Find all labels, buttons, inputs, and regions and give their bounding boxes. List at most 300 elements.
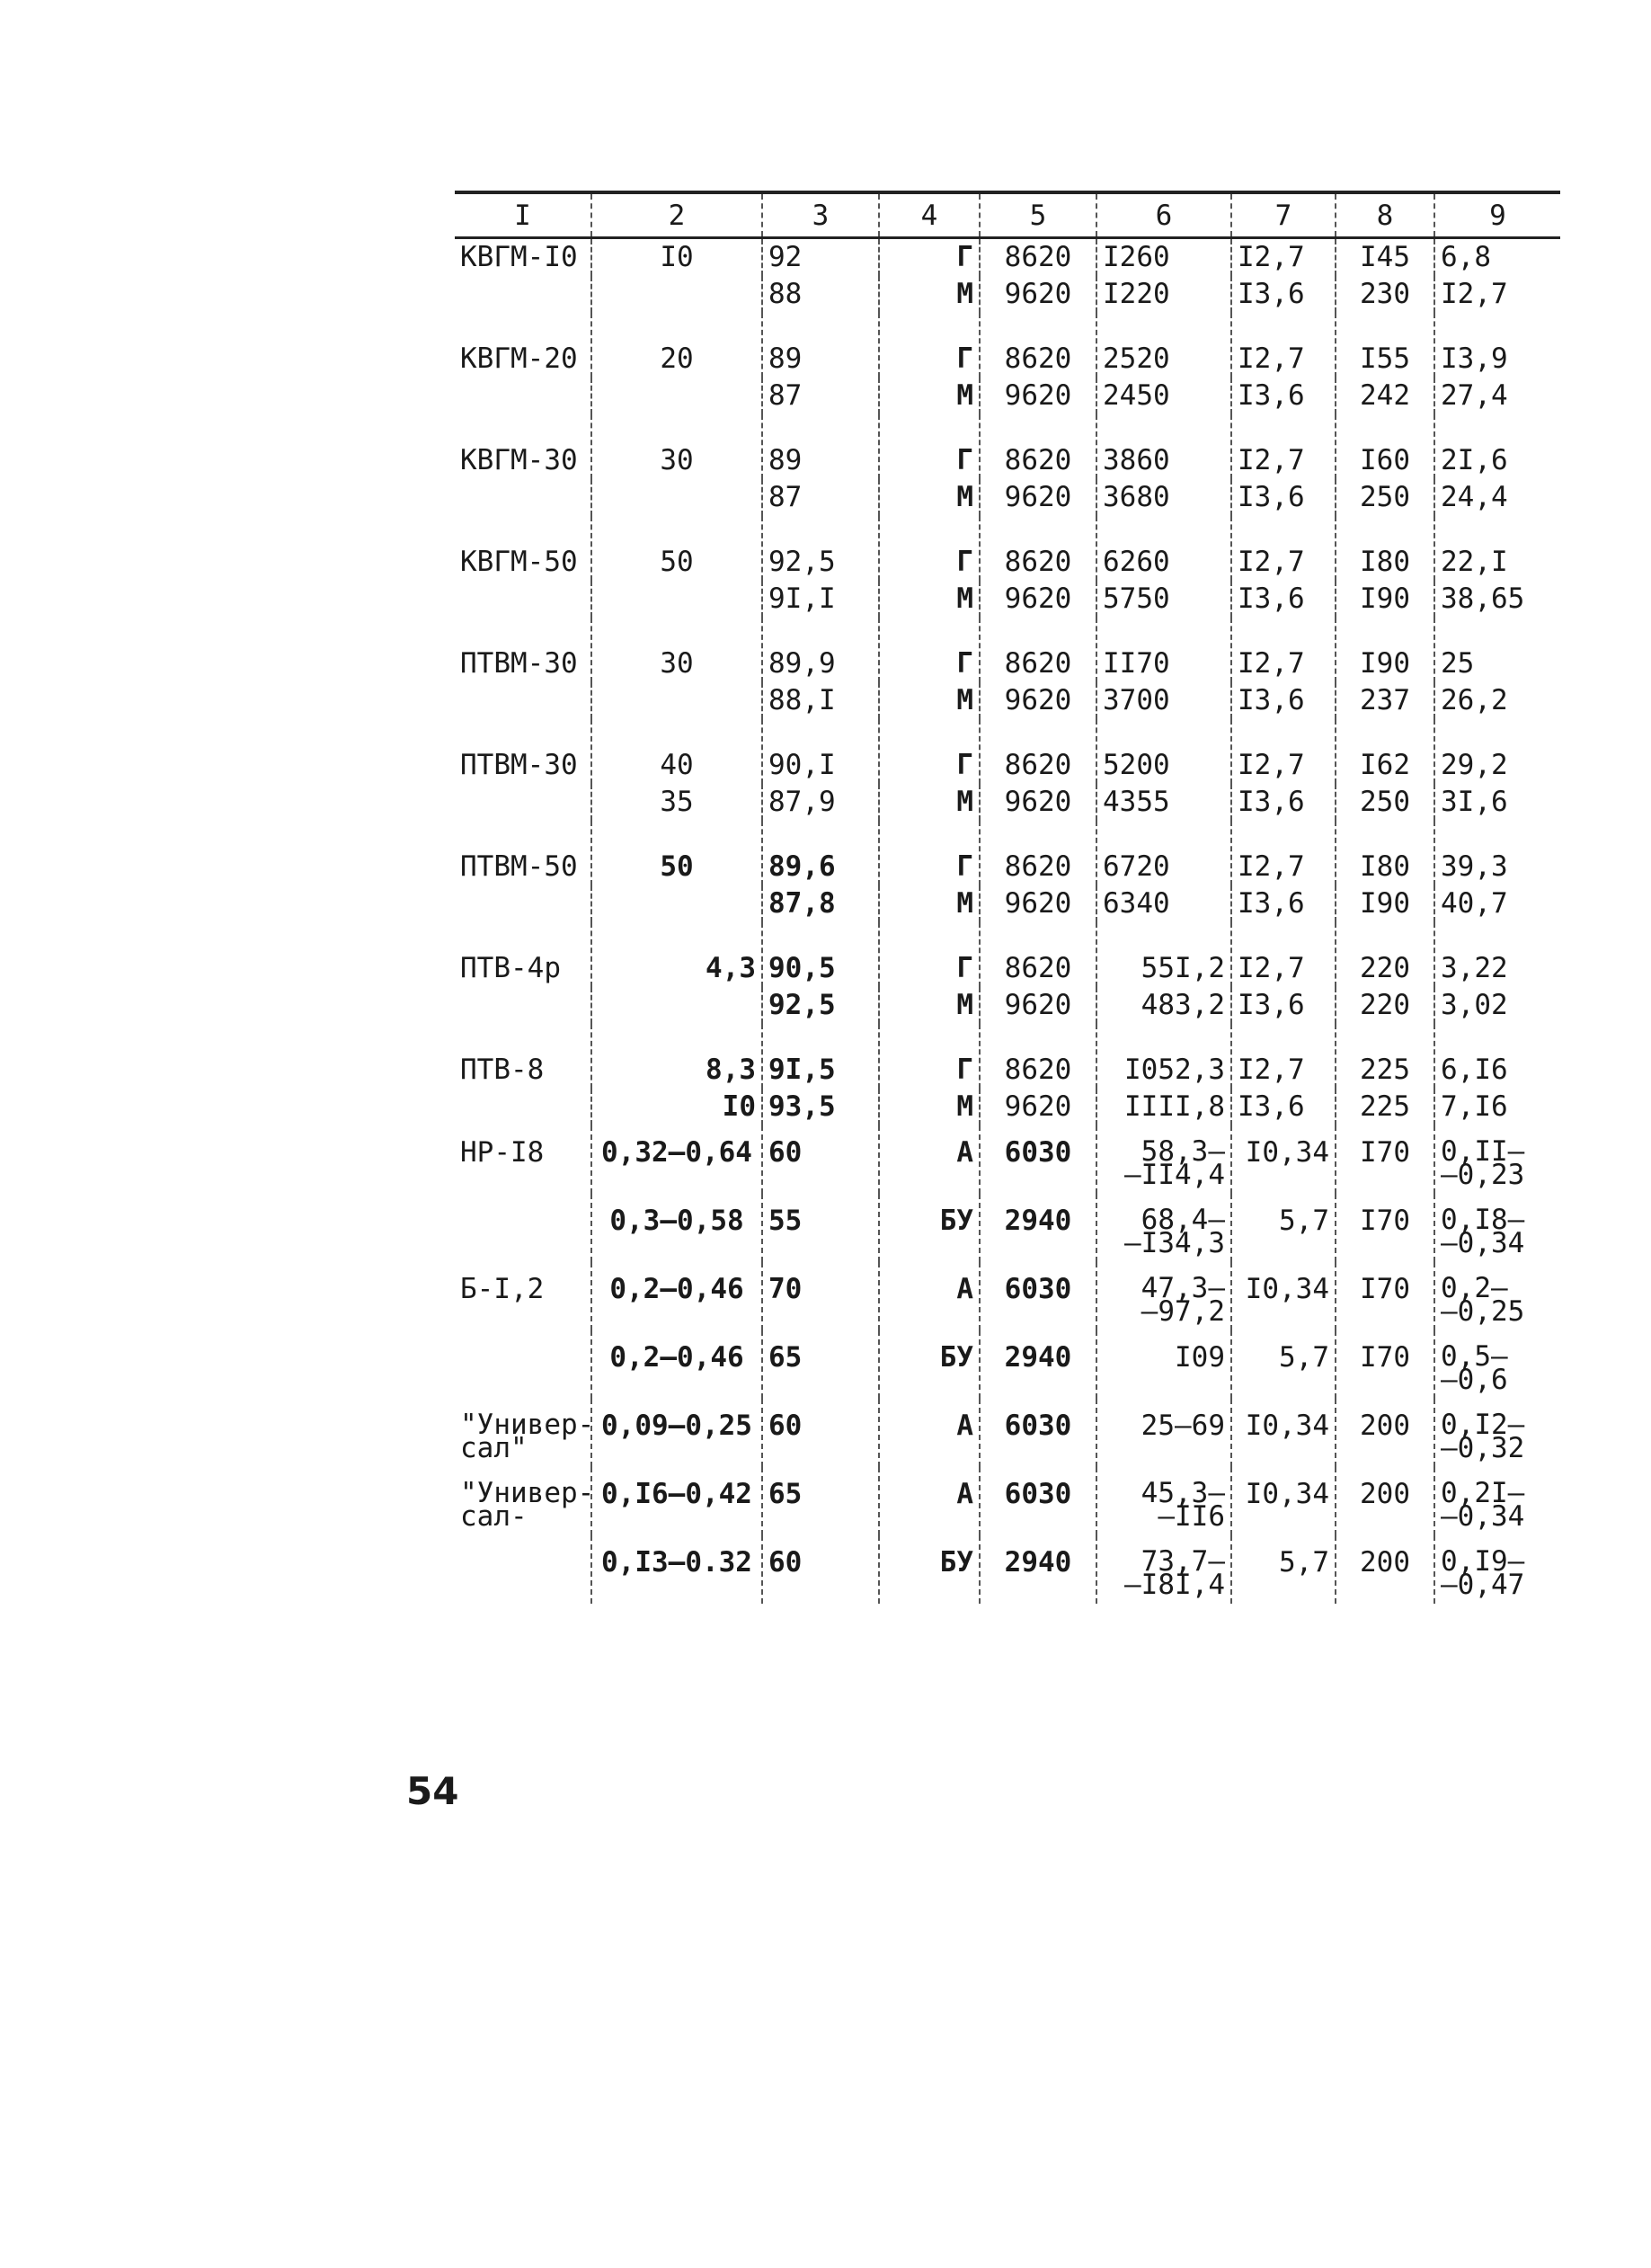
- cell-text: ПТВМ-50: [460, 850, 578, 883]
- cell-text: А: [956, 1410, 973, 1442]
- cell-text: I70: [1360, 1273, 1410, 1305]
- cell-capacity: [591, 1330, 762, 1399]
- cell-parameter-9: [1434, 1024, 1560, 1089]
- cell-parameter-7: [1231, 1399, 1336, 1467]
- cell-text: М: [956, 887, 973, 920]
- cell-boiler-model: [455, 414, 591, 479]
- cell-parameter-7: [1231, 618, 1336, 682]
- cell-heat-value: [980, 784, 1096, 821]
- cell-parameter-7: [1231, 922, 1336, 987]
- cell-fuel-type: [879, 378, 980, 414]
- cell-text: 4355: [1103, 786, 1170, 818]
- cell-text: Б-I,2: [460, 1273, 545, 1305]
- cell-text: 8620: [1004, 647, 1072, 680]
- cell-capacity: [591, 1467, 762, 1535]
- cell-heat-value: [980, 276, 1096, 313]
- cell-text: 65: [768, 1341, 803, 1374]
- cell-fuel-type: [879, 922, 980, 987]
- cell-fuel-consumption: [1096, 1330, 1231, 1399]
- cell-parameter-8: [1336, 581, 1434, 618]
- cell-text: ПТВ-4р: [460, 952, 561, 984]
- cell-text: "Универ- сал-: [460, 1477, 595, 1533]
- cell-fuel-consumption: [1096, 784, 1231, 821]
- cell-text: 0,2I– –0,34: [1441, 1477, 1525, 1533]
- cell-parameter-9: [1434, 479, 1560, 516]
- cell-text: 30: [660, 444, 694, 476]
- cell-text: 6340: [1103, 887, 1170, 920]
- cell-heat-value: [980, 1467, 1096, 1535]
- cell-fuel-consumption: [1096, 1262, 1231, 1330]
- cell-efficiency: [762, 987, 879, 1024]
- cell-text: КВГМ-50: [460, 546, 578, 578]
- cell-boiler-model: [455, 682, 591, 719]
- cell-text: I70: [1360, 1341, 1410, 1374]
- cell-text: I0,34: [1245, 1478, 1329, 1510]
- cell-fuel-type: [879, 682, 980, 719]
- column-header: 7: [1231, 192, 1336, 238]
- cell-text: 60: [768, 1410, 803, 1442]
- cell-parameter-9: [1434, 1467, 1560, 1535]
- cell-text: 60: [768, 1546, 803, 1579]
- cell-capacity: [591, 238, 762, 277]
- cell-text: 0,09–0,25: [601, 1410, 752, 1442]
- cell-parameter-9: [1434, 516, 1560, 581]
- cell-fuel-type: [879, 1194, 980, 1262]
- cell-text: I2,7: [1238, 1054, 1305, 1086]
- cell-capacity: [591, 784, 762, 821]
- cell-text: I3,9: [1441, 342, 1508, 375]
- table-row: [455, 682, 1560, 719]
- cell-text: 58,3– –II4,4: [1124, 1135, 1225, 1191]
- cell-text: КВГМ-20: [460, 342, 578, 375]
- cell-fuel-consumption: [1096, 1089, 1231, 1125]
- cell-text: 3,22: [1441, 952, 1508, 984]
- cell-text: 29,2: [1441, 749, 1508, 781]
- column-header: 3: [762, 192, 879, 238]
- column-header: 2: [591, 192, 762, 238]
- cell-text: 92: [768, 241, 803, 273]
- cell-text: 0,2–0,46: [609, 1341, 744, 1374]
- cell-fuel-type: [879, 885, 980, 922]
- cell-text: 9620: [1004, 684, 1072, 716]
- cell-text: I09: [1175, 1341, 1225, 1374]
- cell-capacity: [591, 1262, 762, 1330]
- cell-text: 92,5: [768, 546, 836, 578]
- table-row: [455, 1330, 1560, 1399]
- cell-capacity: [591, 1125, 762, 1194]
- cell-parameter-7: [1231, 784, 1336, 821]
- cell-boiler-model: [455, 479, 591, 516]
- cell-text: 0,2– –0,25: [1441, 1272, 1525, 1328]
- cell-parameter-9: [1434, 821, 1560, 885]
- table-row: [455, 479, 1560, 516]
- cell-text: 2940: [1004, 1546, 1072, 1579]
- cell-heat-value: [980, 922, 1096, 987]
- cell-fuel-consumption: [1096, 1535, 1231, 1604]
- cell-text: 250: [1360, 481, 1410, 513]
- cell-efficiency: [762, 516, 879, 581]
- cell-text: I0: [660, 241, 694, 273]
- cell-efficiency: [762, 885, 879, 922]
- cell-text: 5750: [1103, 583, 1170, 615]
- cell-text: Г: [956, 850, 973, 883]
- cell-text: 9620: [1004, 887, 1072, 920]
- cell-heat-value: [980, 1330, 1096, 1399]
- cell-text: 6030: [1004, 1478, 1072, 1510]
- cell-fuel-type: [879, 987, 980, 1024]
- cell-text: I3,6: [1238, 684, 1305, 716]
- cell-fuel-type: [879, 581, 980, 618]
- column-header: 4: [879, 192, 980, 238]
- cell-capacity: [591, 1399, 762, 1467]
- cell-fuel-type: [879, 1330, 980, 1399]
- cell-text: I2,7: [1238, 749, 1305, 781]
- cell-text: I3,6: [1238, 786, 1305, 818]
- cell-text: I3,6: [1238, 379, 1305, 412]
- cell-fuel-type: [879, 1535, 980, 1604]
- cell-boiler-model: [455, 516, 591, 581]
- cell-capacity: [591, 885, 762, 922]
- cell-text: 6,8: [1441, 241, 1491, 273]
- cell-parameter-7: [1231, 682, 1336, 719]
- cell-parameter-8: [1336, 1467, 1434, 1535]
- cell-text: I3,6: [1238, 583, 1305, 615]
- cell-fuel-type: [879, 238, 980, 277]
- cell-parameter-9: [1434, 784, 1560, 821]
- cell-fuel-type: [879, 784, 980, 821]
- cell-text: 40: [660, 749, 694, 781]
- cell-fuel-type: [879, 1467, 980, 1535]
- cell-text: I260: [1103, 241, 1170, 273]
- table-row: [455, 1535, 1560, 1604]
- cell-text: 93,5: [768, 1090, 836, 1123]
- cell-parameter-7: [1231, 1089, 1336, 1125]
- cell-parameter-7: [1231, 885, 1336, 922]
- cell-efficiency: [762, 922, 879, 987]
- cell-parameter-7: [1231, 1194, 1336, 1262]
- cell-text: 26,2: [1441, 684, 1508, 716]
- cell-capacity: [591, 821, 762, 885]
- boiler-data-table: [455, 191, 1560, 1604]
- cell-text: 38,65: [1441, 583, 1525, 615]
- cell-boiler-model: [455, 1535, 591, 1604]
- cell-text: 9620: [1004, 379, 1072, 412]
- cell-text: 230: [1360, 278, 1410, 310]
- cell-text: I55: [1360, 342, 1410, 375]
- table-row: [455, 1262, 1560, 1330]
- cell-text: I3,6: [1238, 989, 1305, 1021]
- cell-capacity: [591, 682, 762, 719]
- cell-capacity: [591, 516, 762, 581]
- cell-efficiency: [762, 1330, 879, 1399]
- cell-fuel-consumption: [1096, 581, 1231, 618]
- cell-heat-value: [980, 987, 1096, 1024]
- cell-text: 3I,6: [1441, 786, 1508, 818]
- cell-text: 9I,I: [768, 583, 836, 615]
- cell-text: 92,5: [768, 989, 836, 1021]
- cell-capacity: [591, 1024, 762, 1089]
- cell-parameter-8: [1336, 238, 1434, 277]
- cell-text: 9620: [1004, 786, 1072, 818]
- cell-text: I80: [1360, 546, 1410, 578]
- cell-text: 8620: [1004, 850, 1072, 883]
- cell-parameter-8: [1336, 1399, 1434, 1467]
- cell-heat-value: [980, 1089, 1096, 1125]
- cell-parameter-9: [1434, 682, 1560, 719]
- table-row: [455, 618, 1560, 682]
- cell-efficiency: [762, 1262, 879, 1330]
- cell-fuel-consumption: [1096, 987, 1231, 1024]
- cell-text: 483,2: [1141, 989, 1225, 1021]
- cell-boiler-model: [455, 922, 591, 987]
- cell-fuel-consumption: [1096, 821, 1231, 885]
- cell-boiler-model: [455, 238, 591, 277]
- cell-boiler-model: [455, 1024, 591, 1089]
- cell-text: Г: [956, 546, 973, 578]
- cell-text: ПТВ-8: [460, 1054, 545, 1086]
- cell-text: НР-I8: [460, 1136, 545, 1169]
- cell-parameter-7: [1231, 378, 1336, 414]
- cell-parameter-8: [1336, 618, 1434, 682]
- cell-text: 200: [1360, 1410, 1410, 1442]
- cell-text: I60: [1360, 444, 1410, 476]
- cell-text: 47,3– –97,2: [1141, 1272, 1225, 1328]
- cell-heat-value: [980, 1024, 1096, 1089]
- cell-text: II70: [1103, 647, 1170, 680]
- cell-parameter-9: [1434, 1262, 1560, 1330]
- cell-parameter-7: [1231, 581, 1336, 618]
- cell-text: 9620: [1004, 989, 1072, 1021]
- cell-text: I052,3: [1124, 1054, 1225, 1086]
- cell-parameter-9: [1434, 1399, 1560, 1467]
- table-row: [455, 719, 1560, 784]
- cell-text: 200: [1360, 1478, 1410, 1510]
- cell-text: 50: [660, 850, 694, 883]
- cell-text: А: [956, 1478, 973, 1510]
- cell-text: 200: [1360, 1546, 1410, 1579]
- cell-text: I0,34: [1245, 1136, 1329, 1169]
- cell-heat-value: [980, 581, 1096, 618]
- cell-boiler-model: [455, 1194, 591, 1262]
- cell-efficiency: [762, 1089, 879, 1125]
- cell-text: Г: [956, 444, 973, 476]
- cell-text: 0,3–0,58: [609, 1205, 744, 1237]
- cell-parameter-8: [1336, 276, 1434, 313]
- cell-parameter-9: [1434, 313, 1560, 378]
- cell-parameter-8: [1336, 1089, 1434, 1125]
- cell-text: 6,I6: [1441, 1054, 1508, 1086]
- table-row: [455, 516, 1560, 581]
- cell-heat-value: [980, 1399, 1096, 1467]
- cell-efficiency: [762, 581, 879, 618]
- cell-heat-value: [980, 1262, 1096, 1330]
- cell-parameter-9: [1434, 885, 1560, 922]
- cell-text: ПТВМ-30: [460, 647, 578, 680]
- cell-heat-value: [980, 414, 1096, 479]
- cell-efficiency: [762, 276, 879, 313]
- cell-fuel-type: [879, 276, 980, 313]
- cell-text: 0,5– –0,6: [1441, 1340, 1508, 1396]
- cell-capacity: [591, 378, 762, 414]
- cell-text: 0,I8– –0,34: [1441, 1204, 1525, 1259]
- cell-efficiency: [762, 821, 879, 885]
- cell-capacity: [591, 618, 762, 682]
- cell-parameter-8: [1336, 821, 1434, 885]
- cell-parameter-7: [1231, 313, 1336, 378]
- cell-text: Г: [956, 241, 973, 273]
- cell-parameter-8: [1336, 1262, 1434, 1330]
- cell-text: 87: [768, 379, 803, 412]
- cell-fuel-type: [879, 1089, 980, 1125]
- cell-capacity: [591, 719, 762, 784]
- cell-capacity: [591, 479, 762, 516]
- cell-text: I2,7: [1238, 647, 1305, 680]
- cell-text: 2I,6: [1441, 444, 1508, 476]
- cell-efficiency: [762, 1024, 879, 1089]
- cell-parameter-7: [1231, 1535, 1336, 1604]
- cell-text: М: [956, 379, 973, 412]
- cell-parameter-8: [1336, 1024, 1434, 1089]
- cell-fuel-consumption: [1096, 313, 1231, 378]
- cell-text: 5,7: [1279, 1205, 1329, 1237]
- cell-text: 9620: [1004, 481, 1072, 513]
- cell-text: 25–69: [1141, 1410, 1225, 1442]
- cell-boiler-model: [455, 885, 591, 922]
- cell-text: I0: [722, 1090, 756, 1123]
- cell-efficiency: [762, 1467, 879, 1535]
- table-row: [455, 1399, 1560, 1467]
- cell-parameter-8: [1336, 378, 1434, 414]
- cell-parameter-7: [1231, 516, 1336, 581]
- cell-text: 4,3: [706, 952, 756, 984]
- table-row: [455, 987, 1560, 1024]
- cell-text: I3,6: [1238, 278, 1305, 310]
- cell-fuel-type: [879, 1024, 980, 1089]
- cell-text: 39,3: [1441, 850, 1508, 883]
- cell-parameter-8: [1336, 479, 1434, 516]
- cell-text: 68,4– –I34,3: [1124, 1204, 1225, 1259]
- cell-text: 87,9: [768, 786, 836, 818]
- cell-boiler-model: [455, 821, 591, 885]
- cell-text: I0,34: [1245, 1273, 1329, 1305]
- cell-efficiency: [762, 1399, 879, 1467]
- cell-text: М: [956, 1090, 973, 1123]
- cell-boiler-model: [455, 1262, 591, 1330]
- cell-capacity: [591, 276, 762, 313]
- cell-heat-value: [980, 378, 1096, 414]
- cell-efficiency: [762, 682, 879, 719]
- table-row: [455, 1125, 1560, 1194]
- cell-fuel-type: [879, 414, 980, 479]
- cell-fuel-consumption: [1096, 1467, 1231, 1535]
- cell-heat-value: [980, 821, 1096, 885]
- cell-capacity: [591, 1194, 762, 1262]
- cell-text: 45,3– –II6: [1141, 1477, 1225, 1533]
- cell-capacity: [591, 1089, 762, 1125]
- cell-text: 9I,5: [768, 1054, 836, 1086]
- cell-fuel-consumption: [1096, 1024, 1231, 1089]
- cell-text: 9620: [1004, 583, 1072, 615]
- cell-text: 250: [1360, 786, 1410, 818]
- cell-text: 90,I: [768, 749, 836, 781]
- table-row: [455, 821, 1560, 885]
- cell-boiler-model: [455, 784, 591, 821]
- cell-text: I0,34: [1245, 1410, 1329, 1442]
- cell-text: 5,7: [1279, 1341, 1329, 1374]
- cell-fuel-consumption: [1096, 378, 1231, 414]
- cell-text: М: [956, 684, 973, 716]
- cell-text: I2,7: [1238, 546, 1305, 578]
- cell-text: 2520: [1103, 342, 1170, 375]
- table-row: [455, 378, 1560, 414]
- cell-parameter-8: [1336, 1194, 1434, 1262]
- cell-parameter-9: [1434, 1089, 1560, 1125]
- cell-text: I2,7: [1238, 241, 1305, 273]
- cell-parameter-7: [1231, 276, 1336, 313]
- column-header: 5: [980, 192, 1096, 238]
- cell-parameter-8: [1336, 784, 1434, 821]
- cell-text: 220: [1360, 989, 1410, 1021]
- cell-efficiency: [762, 414, 879, 479]
- cell-text: БУ: [939, 1546, 973, 1579]
- cell-parameter-8: [1336, 414, 1434, 479]
- table-row: [455, 414, 1560, 479]
- cell-fuel-type: [879, 516, 980, 581]
- cell-text: 8620: [1004, 241, 1072, 273]
- cell-parameter-9: [1434, 922, 1560, 987]
- cell-text: 22,I: [1441, 546, 1508, 578]
- table-row: [455, 581, 1560, 618]
- cell-heat-value: [980, 1535, 1096, 1604]
- cell-text: 30: [660, 647, 694, 680]
- cell-fuel-consumption: [1096, 238, 1231, 277]
- cell-text: М: [956, 989, 973, 1021]
- cell-text: 6030: [1004, 1410, 1072, 1442]
- cell-boiler-model: [455, 1330, 591, 1399]
- cell-text: I3,6: [1238, 481, 1305, 513]
- cell-fuel-consumption: [1096, 1194, 1231, 1262]
- cell-text: 3680: [1103, 481, 1170, 513]
- cell-text: 8620: [1004, 444, 1072, 476]
- cell-text: 87: [768, 481, 803, 513]
- table-row: [455, 784, 1560, 821]
- cell-boiler-model: [455, 1467, 595, 1535]
- cell-heat-value: [980, 885, 1096, 922]
- cell-parameter-7: [1231, 1125, 1336, 1194]
- cell-text: I2,7: [1441, 278, 1508, 310]
- cell-text: 8620: [1004, 546, 1072, 578]
- cell-text: 225: [1360, 1090, 1410, 1123]
- cell-text: КВГМ-I0: [460, 241, 578, 273]
- cell-fuel-consumption: [1096, 682, 1231, 719]
- cell-efficiency: [762, 378, 879, 414]
- cell-text: 87,8: [768, 887, 836, 920]
- cell-parameter-8: [1336, 1330, 1434, 1399]
- cell-fuel-consumption: [1096, 1125, 1231, 1194]
- cell-heat-value: [980, 1125, 1096, 1194]
- cell-parameter-8: [1336, 922, 1434, 987]
- cell-text: "Универ- сал": [460, 1409, 595, 1464]
- cell-parameter-9: [1434, 276, 1560, 313]
- cell-text: I2,7: [1238, 850, 1305, 883]
- cell-text: 89,9: [768, 647, 836, 680]
- cell-heat-value: [980, 682, 1096, 719]
- cell-text: 237: [1360, 684, 1410, 716]
- column-header: 9: [1434, 192, 1560, 238]
- page-number: 54: [406, 1769, 459, 1813]
- cell-efficiency: [762, 479, 879, 516]
- cell-efficiency: [762, 1535, 879, 1604]
